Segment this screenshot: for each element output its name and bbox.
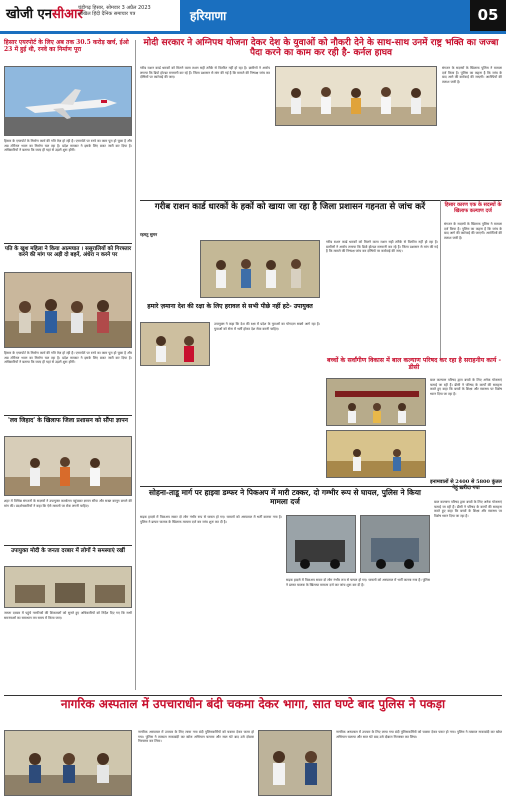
hospital-headline: नागरिक अस्पताल में उपचाराधीन बंदी चकमा देकर भागा, सात घण्टे बाद पुलिस ने पकड़ा xyxy=(60,697,446,711)
children-headline: बच्चों के सर्वांगीण विकास में बाल कल्याण परिषद कर रहा है सराहनीय कार्य - डीसी xyxy=(326,357,502,372)
divider xyxy=(4,243,132,244)
right-col-body-2: संगठन के सदस्यों के खिलाफ पुलिस ने मामला दर्ज किया है। पुलिस का कहना है कि जांच के बाद आगे की कार्रवाई की जाएगी। आरोपियों की तलाश जारी है। xyxy=(444,222,502,240)
wheat-photo xyxy=(326,430,426,478)
lead-body-col1: गरीब राशन कार्ड धारकों को मिलने वाला राशन सही तरीके से वितरित नहीं हो रहा है। ग्रामीणों ने आरोप लगाया कि डिपो होल्डर मनमानी कर रहे हैं। जिला प्रशासन से मांग की गई है कि मामले की निष्पक्ष जांच कर दोषियों पर कार्रवाई की जाए। xyxy=(140,66,270,80)
ration-byline: रहमतु सुमन xyxy=(140,232,158,237)
hospital-body-2: नागरिक अस्पताल में उपचार के लिए लाया गया बंदी पुलिसकर्मियों को चकमा देकर फरार हो गया। पुलिस ने तत्काल नाकाबंदी कर खोज अभियान चलाया और सात घंटे बाद उसे दोबारा गिरफ्तार कर लिया। xyxy=(336,730,502,739)
masthead xyxy=(0,0,506,34)
section-banner xyxy=(180,0,470,31)
left-mid-headline: पति के खुश महिला ने किया आत्मघात । ससुरालियों को गिरफ्तार करने की मांग पर अड़ी दो बहनें, अंधेरा न करने पर xyxy=(4,246,132,259)
children-body: बाल कल्याण परिषद द्वारा बच्चों के लिए अनेक योजनाएं चलाई जा रही हैं। डीसी ने परिषद के कार्यों की सराहना करते हुए कहा कि बच्चों के शिक्षा और स्वास्थ्य पर विशेष ध्यान दिया जा रहा है। xyxy=(430,378,502,396)
right-col-body: संगठन के सदस्यों के खिलाफ पुलिस ने मामला दर्ज किया है। पुलिस का कहना है कि जांच के बाद आगे की कार्रवाई की जाएगी। आरोपियों की तलाश जारी है। xyxy=(442,66,502,84)
wheat-body: बाल कल्याण परिषद द्वारा बच्चों के लिए अनेक योजनाएं चलाई जा रही हैं। डीसी ने परिषद के कार्यों की सराहना करते हुए कहा कि बच्चों के शिक्षा और स्वास्थ्य पर विशेष ध्यान दिया जा रहा है। xyxy=(434,500,502,518)
left-low-body: शहर में विभिन्न संगठनों के सदस्यों ने उपायुक्त कार्यालय पहुंचकर ज्ञापन सौंपा और सख्त कानून बनाने की मांग की। प्रदर्शनकारियों ने कहा कि ऐसे मामलों पर रोक लगनी चाहिए। xyxy=(4,499,132,508)
left-top-headline: हिसार एयरपोर्ट के लिए अब तक 30.5 करोड़ खर्च, ईओ 23 में हुई थी, रनवे का निर्माण पूरा xyxy=(4,39,129,53)
democracy-headline: हमारे ज़माना देश की रक्षा के लिए हरावल से सभी पीछे नहीं हटे- उपायुक्त xyxy=(147,303,313,310)
wheat-headline: इनामवालों से 2400 से 5800 कुंतल गेहूं ख़रीदा गया xyxy=(430,479,502,491)
hospital-photo xyxy=(4,730,132,796)
lead-headline: मोदी सरकार ने अग्निपथ योजना देकर देश के युवाओं को नौकरी देने के साथ-साथ उनमें राष्ट्र भक्ति का जज्बा पैदा करने का काम कर रही है- कर्नल हाघव xyxy=(143,38,499,59)
left-mid-body: हिसार के एयरपोर्ट के निर्माण कार्य की गति तेज़ हो रही है। एयरपोर्ट पर रनवे का काम पूरा हो चुका है और अब टर्मिनल भवन का निर्माण चल रहा है। प्रदेश सरकार ने इसके लिए बजट जारी कर दिया है। अधिकारियों ने बताया कि जल्द ही यहां से उड़ानें शुरू होंगी। xyxy=(4,351,132,365)
democracy-body: उपायुक्त ने कहा कि देश की रक्षा में प्रदेश के युवाओं का योगदान सबसे आगे रहा है। युवाओं को सेना में भर्ती होकर देश सेवा करनी चाहिए। xyxy=(214,322,320,331)
accident-photo-1 xyxy=(286,515,356,573)
protest-photo xyxy=(4,272,132,348)
airport-photo xyxy=(4,66,132,136)
column-rule xyxy=(440,200,441,360)
newspaper-logo xyxy=(6,4,83,22)
left-low-headline: 'लव जिहाद' के खिलाफ जिला प्रशासन को सौंपा ज्ञापन xyxy=(8,417,128,424)
left-top-body: हिसार के एयरपोर्ट के निर्माण कार्य की गति तेज़ हो रही है। एयरपोर्ट पर रनवे का काम पूरा हो चुका है और अब टर्मिनल भवन का निर्माण चल रहा है। प्रदेश सरकार ने इसके लिए बजट जारी कर दिया है। अधिकारियों ने बताया कि जल्द ही यहां से उड़ानें शुरू होंगी। xyxy=(4,139,132,153)
dateline: चंडीगढ़ हिसार, सोमवार 3 अप्रैल 2023 अखिल हिंदी दैनिक समाचार पत्र xyxy=(78,5,151,17)
hospital-body-1: नागरिक अस्पताल में उपचार के लिए लाया गया बंदी पुलिसकर्मियों को चकमा देकर फरार हो गया। पुलिस ने तत्काल नाकाबंदी कर खोज अभियान चलाया और सात घंटे बाद उसे दोबारा गिरफ्तार कर लिया। xyxy=(138,730,254,744)
divider xyxy=(140,200,502,201)
children-photo xyxy=(326,378,426,426)
brand-main: खोजी एन xyxy=(6,7,52,22)
divider xyxy=(4,695,502,696)
darbar-photo xyxy=(4,566,132,608)
accident-body: सड़क हादसे में पिकअप सवार दो लोग गंभीर रूप से घायल हो गए। घायलों को अस्पताल में भर्ती कराया गया है। पुलिस ने डम्फर चालक के खिलाफ मामला दर्ज कर जांच शुरू कर दी है। xyxy=(140,515,282,524)
memorandum-photo xyxy=(4,436,132,496)
right-col-headline: हिसार कारण एक के सदस्यों के खिलाफ कल्याण दर्ज xyxy=(444,202,502,214)
hospital-photo-2 xyxy=(258,730,332,796)
accident-photo-2 xyxy=(360,515,430,573)
column-rule xyxy=(135,40,136,690)
section-title: हरियाणा xyxy=(190,9,227,23)
democracy-photo xyxy=(140,322,210,366)
ration-body: गरीब राशन कार्ड धारकों को मिलने वाला राशन सही तरीके से वितरित नहीं हो रहा है। ग्रामीणों ने आरोप लगाया कि डिपो होल्डर मनमानी कर रहे हैं। जिला प्रशासन से मांग की गई है कि मामले की निष्पक्ष जांच कर दोषियों पर कार्रवाई की जाए। xyxy=(326,240,438,254)
divider xyxy=(140,486,502,487)
page-number: 05 xyxy=(470,0,506,31)
accident-headline: सोहना-ताडू मार्ग पर हाइवा डम्फर ने पिकअप में मारी टक्कर, दो गम्भीर रूप से घायल, पुलिस ने किया मामला दर्ज xyxy=(149,488,421,506)
divider xyxy=(4,545,132,546)
brand-accent: सीआर xyxy=(51,7,83,22)
accident-body-2: सड़क हादसे में पिकअप सवार दो लोग गंभीर रूप से घायल हो गए। घायलों को अस्पताल में भर्ती कराया गया है। पुलिस ने डम्फर चालक के खिलाफ मामला दर्ज कर जांच शुरू कर दी है। xyxy=(286,578,430,587)
divider xyxy=(4,415,132,416)
left-bottom-headline: उपायुक्त मोदी के जनता दरबार में लोगों ने समस्याएं रखीं xyxy=(11,548,125,554)
lead-photo xyxy=(275,66,437,126)
left-bottom-body: जनता दरबार में पहुंचे नागरिकों की शिकायतों को सुनते हुए अधिकारियों को निर्देश दिए गए कि सभी समस्याओं का समाधान तय समय में किया जाए। xyxy=(4,611,132,620)
ration-headline: गरीब राशन कार्ड धारकों के हकों को खाया जा रहा है जिला प्रशासन गहनता से जांच करें xyxy=(154,202,426,212)
ration-photo xyxy=(200,240,320,298)
